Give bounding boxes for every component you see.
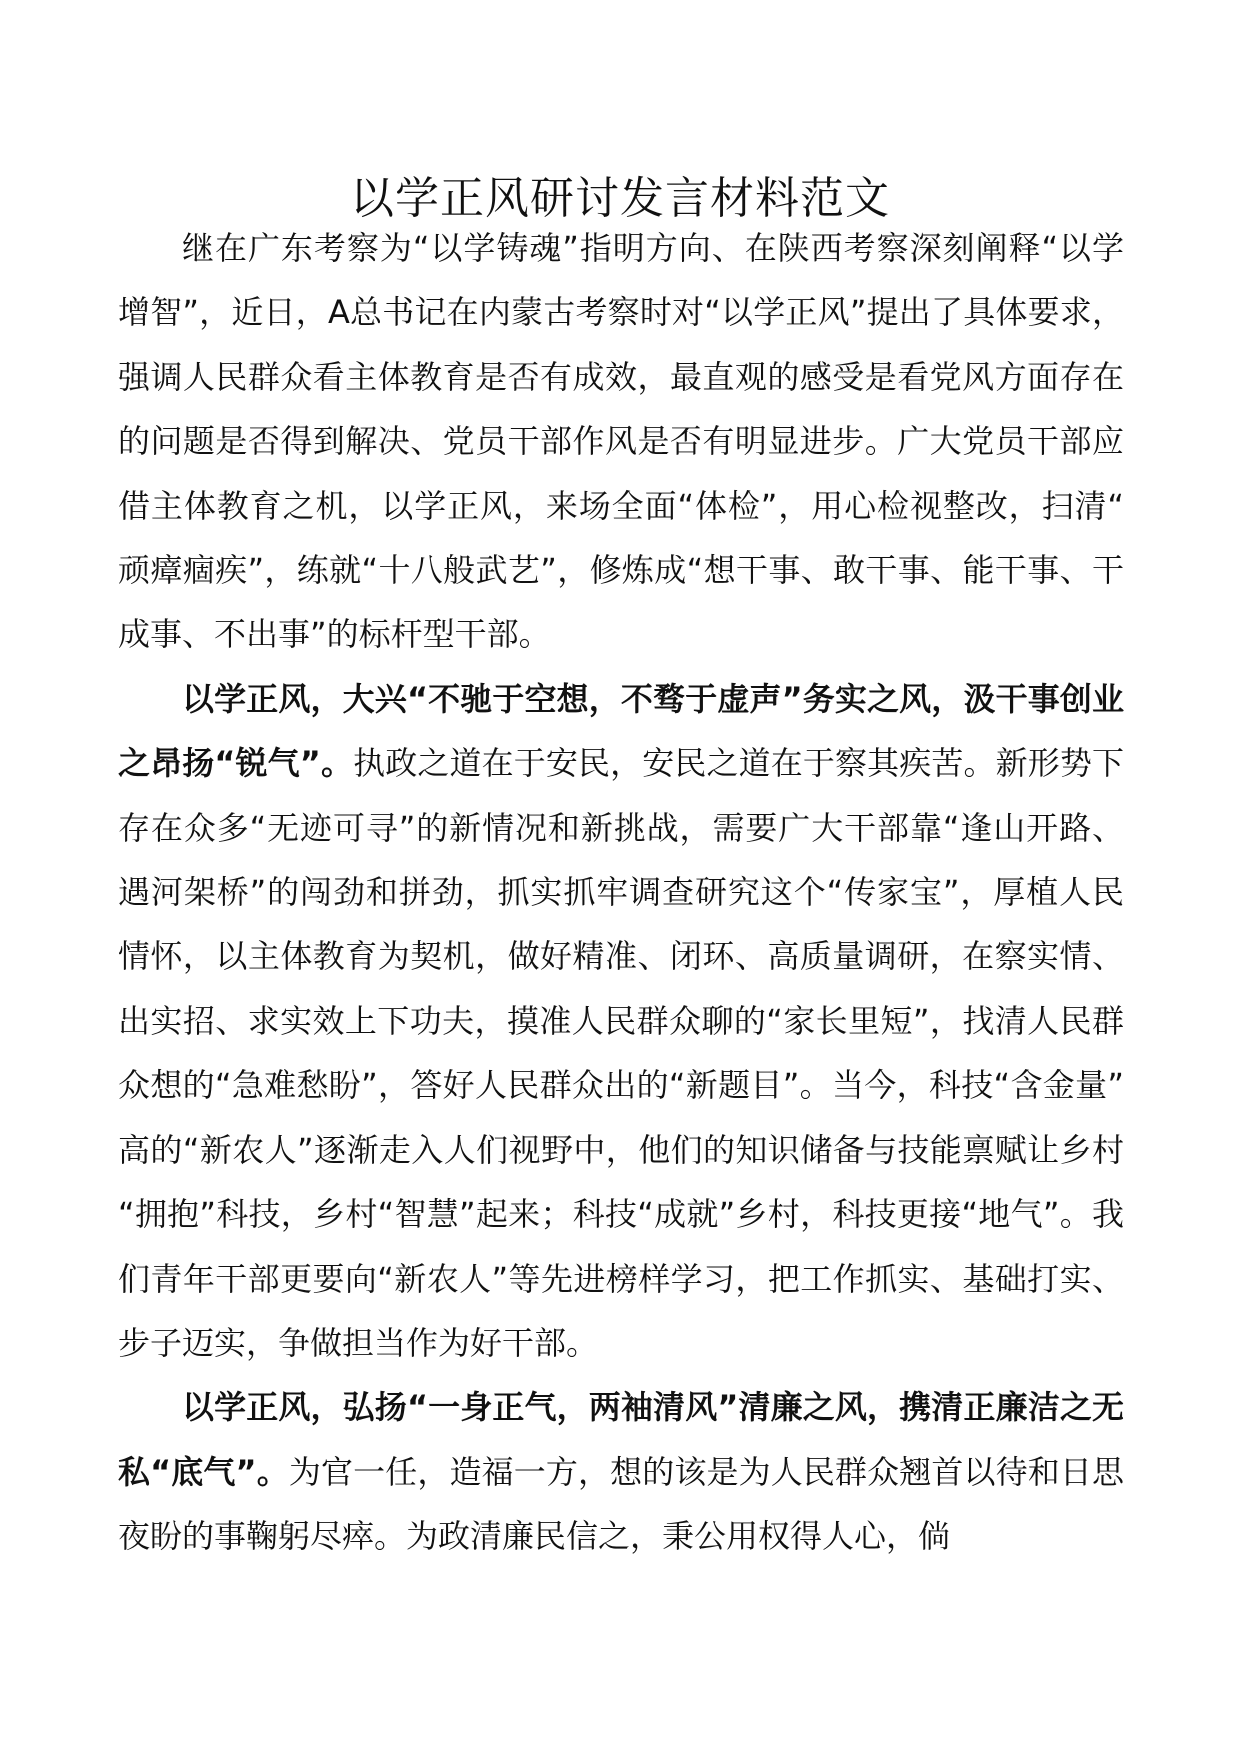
- paragraph-2-text: 执政之道在于安民，安民之道在于察其疾苦。新形势下存在众多“无迹可寻”的新情况和新挑战，需要广大干部靠“逢山开路、遇河架桥”的闯劲和拼劲，抓实抓牢调查研究这个“传家宝”，厚植人民情怀，以主体教育为契机，做好精准、闭环、高质量调研，在察实情、出实招、求实效上下功夫，摸准人民群众聊的“家长里短”，找清人民群众想的“急难愁盼”，答好人民群众出的“新题目”。当今，科技“含金量”高的“新农人”逐渐走入人们视野中，他们的知识储备与技能禀赋让乡村“拥抱”科技，乡村“智慧”起来；科技“成就”乡村，科技更接“地气”。我们青年干部更要向“新农人”等先进榜样学习，把工作抓实、基础打实、步子迈实，争做担当作为好干部。: [118, 744, 1124, 1362]
- paragraph-2: [118, 667, 1124, 1375]
- paragraph-1-text: 继在广东考察为“以学铸魂”指明方向、在陕西考察深刻阐释“以学增智”，近日，A总书记在内蒙古考察时对“以学正风”提出了具体要求，强调人民群众看主体教育是否有成效，最直观的感受是看党风方面存在的问题是否得到解决、党员干部作风是否有明显进步。广大党员干部应借主体教育之机，以学正风，来场全面“体检”，用心检视整改，扫清“顽瘴痼疾”，练就“十八般武艺”，修炼成“想干事、敢干事、能干事、干成事、不出事”的标杆型干部。: [118, 229, 1124, 654]
- paragraph-2-lead: 以学正风，大兴“不驰于空想，不骛于虚声”务实之风，汲干事创业之昂扬“锐气”。: [118, 679, 1124, 783]
- paragraph-3-lead: 以学正风，弘扬“一身正气，两袖清风”清廉之风，携清正廉洁之无私“底气”。: [118, 1388, 1124, 1491]
- document-title: 以学正风研讨发言材料范文: [350, 173, 890, 225]
- paragraph-3: [118, 1375, 1124, 1568]
- paragraph-3-text: 为官一任，造福一方，想的该是为人民群众翘首以待和日思夜盼的事鞠躬尽瘁。为政清廉民信之，秉公用权得人心，倘: [118, 1452, 1124, 1556]
- paragraph-1: [118, 216, 1124, 667]
- document-body: [118, 216, 1124, 1569]
